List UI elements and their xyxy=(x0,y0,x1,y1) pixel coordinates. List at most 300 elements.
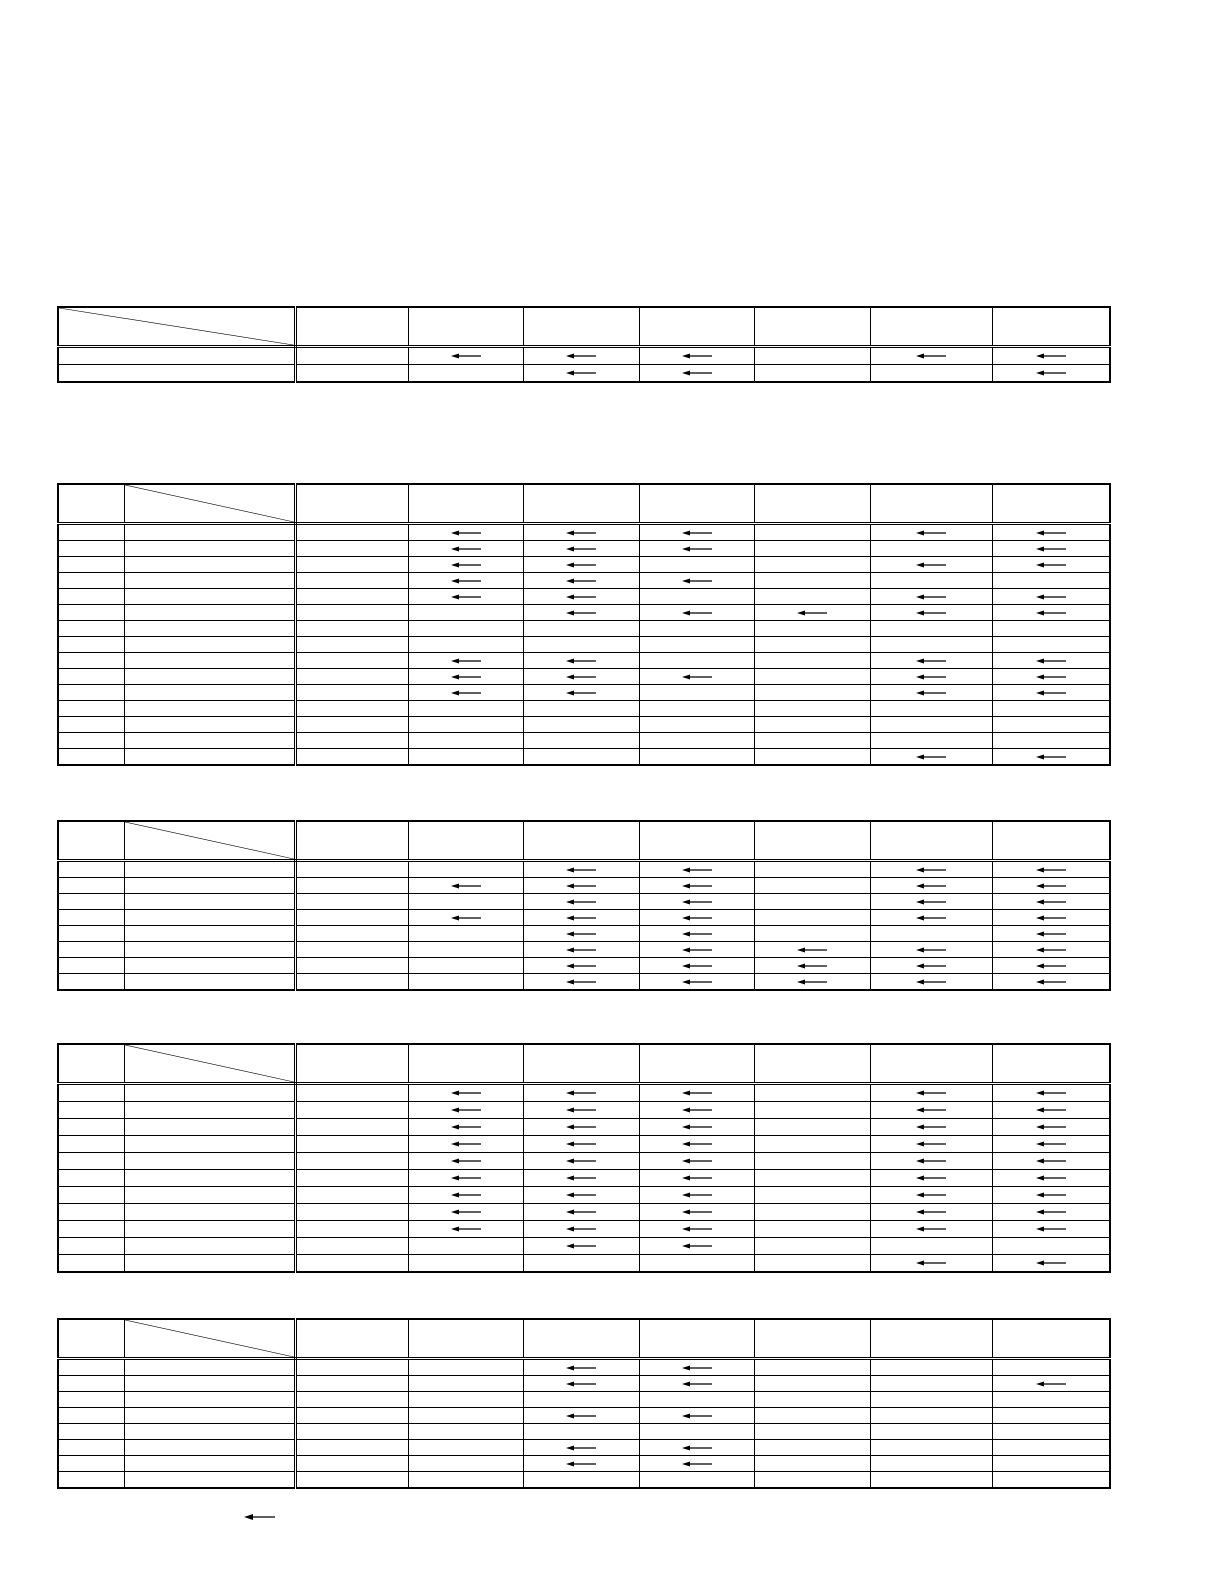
data-cell xyxy=(639,1424,754,1440)
data-cell xyxy=(523,1238,639,1255)
left-arrow-icon xyxy=(566,978,596,986)
data-cell xyxy=(408,589,523,605)
data-cell xyxy=(639,653,754,669)
header-row xyxy=(58,1319,1110,1359)
data-cell xyxy=(408,958,523,974)
left-arrow-icon xyxy=(566,866,596,874)
left-arrow-icon xyxy=(566,1364,596,1372)
row-index-cell xyxy=(58,524,124,541)
data-cell xyxy=(523,1153,639,1170)
left-arrow-icon xyxy=(682,545,712,553)
left-arrow-icon xyxy=(682,1364,712,1372)
left-arrow-icon xyxy=(566,1157,596,1165)
left-arrow-icon xyxy=(566,1106,596,1114)
left-arrow-icon xyxy=(451,1123,481,1131)
header-diagonal-cell xyxy=(124,484,295,524)
data-cell xyxy=(639,685,754,701)
left-arrow-icon xyxy=(451,352,481,360)
left-arrow-icon xyxy=(1036,1380,1066,1388)
row-label-cell xyxy=(124,1153,295,1170)
left-arrow-icon xyxy=(451,1089,481,1097)
data-cell xyxy=(754,974,870,991)
header-cell-3 xyxy=(523,1044,639,1084)
row-label-cell xyxy=(124,1392,295,1408)
data-cell xyxy=(754,589,870,605)
data-cell xyxy=(870,524,992,541)
table-row xyxy=(58,605,1110,621)
table-row xyxy=(58,1359,1110,1376)
row-index-cell xyxy=(58,1472,124,1489)
row-label-cell xyxy=(124,1359,295,1376)
row-index-cell xyxy=(58,717,124,733)
data-cell xyxy=(408,701,523,717)
left-arrow-icon xyxy=(682,882,712,890)
header-cell-2 xyxy=(408,484,523,524)
data-cell xyxy=(992,894,1110,910)
data-cell xyxy=(992,1376,1110,1392)
row-label-cell xyxy=(124,589,295,605)
table-row xyxy=(58,1170,1110,1187)
data-cell xyxy=(992,942,1110,958)
left-arrow-icon xyxy=(682,1106,712,1114)
left-arrow-icon xyxy=(682,577,712,585)
row-index-cell xyxy=(58,1221,124,1238)
header-cell-7 xyxy=(992,1044,1110,1084)
left-arrow-icon xyxy=(451,545,481,553)
data-cell xyxy=(870,365,992,383)
left-arrow-icon xyxy=(916,673,946,681)
data-cell xyxy=(992,926,1110,942)
left-arrow-icon xyxy=(1036,882,1066,890)
data-cell xyxy=(870,926,992,942)
data-cell xyxy=(754,717,870,733)
data-cell xyxy=(639,717,754,733)
header-cell-1 xyxy=(295,1319,408,1359)
data-cell xyxy=(639,1221,754,1238)
left-arrow-icon xyxy=(451,529,481,537)
data-cell xyxy=(992,1255,1110,1273)
data-cell xyxy=(523,878,639,894)
data-cell xyxy=(639,1136,754,1153)
data-cell xyxy=(754,861,870,878)
data-cell xyxy=(992,1359,1110,1376)
left-arrow-icon xyxy=(566,882,596,890)
left-arrow-icon xyxy=(916,1140,946,1148)
left-arrow-icon xyxy=(1036,962,1066,970)
data-cell xyxy=(870,1376,992,1392)
data-cell xyxy=(408,524,523,541)
data-cell xyxy=(992,1408,1110,1424)
left-arrow-icon xyxy=(682,1157,712,1165)
diagonal-line xyxy=(59,308,294,345)
data-cell xyxy=(870,1136,992,1153)
left-arrow-icon xyxy=(566,593,596,601)
data-cell xyxy=(523,958,639,974)
data-cell xyxy=(523,733,639,749)
data-cell xyxy=(639,589,754,605)
data-cell xyxy=(870,1102,992,1119)
left-arrow-icon xyxy=(566,1242,596,1250)
data-cell xyxy=(754,701,870,717)
left-arrow-icon xyxy=(566,657,596,665)
left-arrow-icon xyxy=(566,898,596,906)
left-arrow-icon xyxy=(916,561,946,569)
data-cell xyxy=(408,974,523,991)
left-arrow-icon xyxy=(916,978,946,986)
header-cell-5 xyxy=(754,1044,870,1084)
row-label-cell xyxy=(124,1424,295,1440)
data-cell xyxy=(639,1119,754,1136)
row-label-cell xyxy=(124,1440,295,1456)
data-cell xyxy=(408,1440,523,1456)
row-index-cell xyxy=(58,1440,124,1456)
row-index-cell xyxy=(58,749,124,766)
left-arrow-icon xyxy=(1036,545,1066,553)
data-cell xyxy=(295,1204,408,1221)
data-cell xyxy=(295,749,408,766)
left-arrow-icon xyxy=(682,1140,712,1148)
data-cell xyxy=(523,1456,639,1472)
left-arrow-icon xyxy=(682,1123,712,1131)
left-arrow-icon xyxy=(566,914,596,922)
left-arrow-icon xyxy=(451,561,481,569)
data-cell xyxy=(754,621,870,637)
data-cell xyxy=(523,1424,639,1440)
left-arrow-icon xyxy=(916,866,946,874)
data-cell xyxy=(523,1136,639,1153)
data-cell xyxy=(754,637,870,653)
data-cell xyxy=(639,958,754,974)
data-cell xyxy=(754,1456,870,1472)
left-arrow-icon xyxy=(797,978,827,986)
table-row xyxy=(58,1221,1110,1238)
header-cell-2 xyxy=(408,307,523,347)
data-cell xyxy=(408,861,523,878)
data-cell xyxy=(295,958,408,974)
data-cell xyxy=(870,749,992,766)
data-cell xyxy=(295,1424,408,1440)
data-cell xyxy=(408,347,523,365)
data-cell xyxy=(408,1187,523,1204)
data-cell xyxy=(754,1204,870,1221)
data-cell xyxy=(639,365,754,383)
table-row xyxy=(58,878,1110,894)
left-arrow-icon xyxy=(682,352,712,360)
matrix-table-2 xyxy=(57,483,1111,766)
table-row xyxy=(58,1084,1110,1102)
data-cell xyxy=(639,878,754,894)
header-cell-6 xyxy=(870,484,992,524)
left-arrow-icon xyxy=(566,930,596,938)
left-arrow-icon xyxy=(682,673,712,681)
data-cell xyxy=(295,733,408,749)
left-arrow-icon xyxy=(916,1123,946,1131)
data-cell xyxy=(408,1170,523,1187)
data-cell xyxy=(523,1119,639,1136)
data-cell xyxy=(408,942,523,958)
data-cell xyxy=(992,347,1110,365)
left-arrow-icon xyxy=(566,1208,596,1216)
table-row xyxy=(58,1376,1110,1392)
data-cell xyxy=(754,347,870,365)
row-label-cell xyxy=(124,701,295,717)
data-cell xyxy=(992,573,1110,589)
data-cell xyxy=(639,621,754,637)
data-cell xyxy=(754,1136,870,1153)
data-cell xyxy=(523,573,639,589)
table-row xyxy=(58,365,1110,383)
row-label-cell xyxy=(124,894,295,910)
diagonal-line xyxy=(125,822,294,859)
data-cell xyxy=(523,1255,639,1273)
data-cell xyxy=(992,1221,1110,1238)
data-cell xyxy=(408,1136,523,1153)
left-arrow-icon xyxy=(451,882,481,890)
matrix-table-4 xyxy=(57,1043,1111,1273)
left-arrow-icon xyxy=(1036,673,1066,681)
row-index-cell xyxy=(58,637,124,653)
data-cell xyxy=(523,910,639,926)
table-row xyxy=(58,1204,1110,1221)
row-label-cell xyxy=(124,1408,295,1424)
left-arrow-icon xyxy=(916,689,946,697)
data-cell xyxy=(295,541,408,557)
row-index-cell xyxy=(58,1204,124,1221)
diagonal-line xyxy=(125,1045,294,1082)
data-cell xyxy=(295,717,408,733)
left-arrow-icon xyxy=(682,1460,712,1468)
left-arrow-icon xyxy=(566,1123,596,1131)
data-cell xyxy=(639,910,754,926)
data-cell xyxy=(523,1408,639,1424)
row-index-cell xyxy=(58,653,124,669)
header-cell-4 xyxy=(639,821,754,861)
data-cell xyxy=(408,637,523,653)
data-cell xyxy=(408,669,523,685)
data-cell xyxy=(639,1170,754,1187)
matrix-table-5 xyxy=(57,1318,1111,1489)
header-cell-2 xyxy=(408,1044,523,1084)
header-cell-6 xyxy=(870,307,992,347)
data-cell xyxy=(870,974,992,991)
data-cell xyxy=(523,974,639,991)
row-label-cell xyxy=(124,749,295,766)
header-row xyxy=(58,307,1110,347)
data-cell xyxy=(295,701,408,717)
data-cell xyxy=(523,637,639,653)
row-index-cell xyxy=(58,942,124,958)
left-arrow-icon xyxy=(916,1208,946,1216)
matrix-table-1 xyxy=(57,306,1111,383)
data-cell xyxy=(754,1376,870,1392)
data-cell xyxy=(992,365,1110,383)
data-cell xyxy=(523,365,639,383)
data-cell xyxy=(408,1359,523,1376)
left-arrow-icon xyxy=(566,545,596,553)
left-arrow-icon xyxy=(1036,529,1066,537)
data-cell xyxy=(754,1408,870,1424)
data-cell xyxy=(992,1102,1110,1119)
row-index-cell xyxy=(58,557,124,573)
data-cell xyxy=(870,1440,992,1456)
left-arrow-icon xyxy=(1036,657,1066,665)
data-cell xyxy=(639,1204,754,1221)
data-cell xyxy=(870,733,992,749)
row-label-cell xyxy=(124,1456,295,1472)
left-arrow-icon xyxy=(451,1208,481,1216)
row-index-cell xyxy=(58,685,124,701)
header-diagonal-cell xyxy=(124,821,295,861)
data-cell xyxy=(870,637,992,653)
table-row xyxy=(58,621,1110,637)
data-cell xyxy=(992,958,1110,974)
left-arrow-icon xyxy=(1036,1174,1066,1182)
data-cell xyxy=(523,894,639,910)
left-arrow-icon xyxy=(916,1191,946,1199)
data-cell xyxy=(523,621,639,637)
header-row xyxy=(58,1044,1110,1084)
data-cell xyxy=(639,733,754,749)
data-cell xyxy=(754,1153,870,1170)
data-cell xyxy=(870,605,992,621)
row-label-cell xyxy=(124,541,295,557)
data-cell xyxy=(754,1119,870,1136)
header-row xyxy=(58,484,1110,524)
table-row xyxy=(58,653,1110,669)
row-index-cell xyxy=(58,958,124,974)
left-arrow-icon xyxy=(451,1191,481,1199)
row-label-cell xyxy=(124,1376,295,1392)
data-cell xyxy=(754,557,870,573)
data-cell xyxy=(992,669,1110,685)
header-cell-1 xyxy=(295,307,408,347)
data-cell xyxy=(639,669,754,685)
data-cell xyxy=(992,717,1110,733)
data-cell xyxy=(295,1440,408,1456)
data-cell xyxy=(992,637,1110,653)
data-cell xyxy=(295,1084,408,1102)
data-cell xyxy=(295,1187,408,1204)
data-cell xyxy=(639,1376,754,1392)
data-cell xyxy=(295,861,408,878)
data-cell xyxy=(870,1170,992,1187)
left-arrow-icon xyxy=(916,882,946,890)
data-cell xyxy=(639,1238,754,1255)
left-arrow-icon xyxy=(916,753,946,761)
data-cell xyxy=(870,1408,992,1424)
row-index-cell xyxy=(58,878,124,894)
data-cell xyxy=(992,1238,1110,1255)
left-arrow-icon xyxy=(1036,1140,1066,1148)
data-cell xyxy=(295,589,408,605)
left-arrow-icon xyxy=(451,657,481,665)
data-cell xyxy=(992,1392,1110,1408)
data-cell xyxy=(523,589,639,605)
data-cell xyxy=(870,878,992,894)
row-index-cell xyxy=(58,1408,124,1424)
table-row xyxy=(58,861,1110,878)
data-cell xyxy=(408,878,523,894)
left-arrow-icon xyxy=(682,930,712,938)
row-index-cell xyxy=(58,1084,124,1102)
data-cell xyxy=(523,1204,639,1221)
data-cell xyxy=(870,701,992,717)
table-row xyxy=(58,942,1110,958)
table-row xyxy=(58,1472,1110,1489)
data-cell xyxy=(639,974,754,991)
data-cell xyxy=(295,573,408,589)
header-cell-3 xyxy=(523,484,639,524)
data-cell xyxy=(408,1456,523,1472)
data-cell xyxy=(870,669,992,685)
data-cell xyxy=(523,926,639,942)
left-arrow-icon xyxy=(682,1380,712,1388)
left-arrow-icon xyxy=(451,1157,481,1165)
left-arrow-icon xyxy=(682,529,712,537)
data-cell xyxy=(408,749,523,766)
table-row xyxy=(58,541,1110,557)
data-cell xyxy=(295,1255,408,1273)
row-index-cell xyxy=(58,1456,124,1472)
header-cell-1 xyxy=(295,484,408,524)
data-cell xyxy=(408,621,523,637)
data-cell xyxy=(639,557,754,573)
data-cell xyxy=(992,1136,1110,1153)
data-cell xyxy=(754,878,870,894)
data-cell xyxy=(754,669,870,685)
data-cell xyxy=(754,1187,870,1204)
row-label-cell xyxy=(124,1238,295,1255)
data-cell xyxy=(523,653,639,669)
header-cell-7 xyxy=(992,821,1110,861)
left-arrow-icon xyxy=(916,657,946,665)
data-cell xyxy=(408,557,523,573)
header-cell-3 xyxy=(523,1319,639,1359)
data-cell xyxy=(754,1472,870,1489)
left-arrow-icon xyxy=(1036,593,1066,601)
row-label-cell xyxy=(124,573,295,589)
left-arrow-icon xyxy=(566,962,596,970)
data-cell xyxy=(295,974,408,991)
data-cell xyxy=(639,605,754,621)
data-cell xyxy=(295,1359,408,1376)
data-cell xyxy=(754,1238,870,1255)
left-arrow-icon xyxy=(682,1089,712,1097)
left-arrow-icon xyxy=(682,978,712,986)
row-label-cell xyxy=(124,653,295,669)
left-arrow-icon xyxy=(682,898,712,906)
data-cell xyxy=(295,1408,408,1424)
header-cell-4 xyxy=(639,1044,754,1084)
left-arrow-icon xyxy=(566,1140,596,1148)
header-cell-2 xyxy=(408,1319,523,1359)
data-cell xyxy=(295,653,408,669)
data-cell xyxy=(295,1221,408,1238)
header-cell-1 xyxy=(295,1044,408,1084)
row-label-cell xyxy=(124,733,295,749)
data-cell xyxy=(408,653,523,669)
data-cell xyxy=(523,1102,639,1119)
row-label-cell xyxy=(124,685,295,701)
data-cell xyxy=(523,701,639,717)
table-row xyxy=(58,557,1110,573)
data-cell xyxy=(523,1084,639,1102)
data-cell xyxy=(992,1119,1110,1136)
data-cell xyxy=(523,717,639,733)
row-index-cell xyxy=(58,1119,124,1136)
left-arrow-icon xyxy=(916,962,946,970)
data-cell xyxy=(992,653,1110,669)
